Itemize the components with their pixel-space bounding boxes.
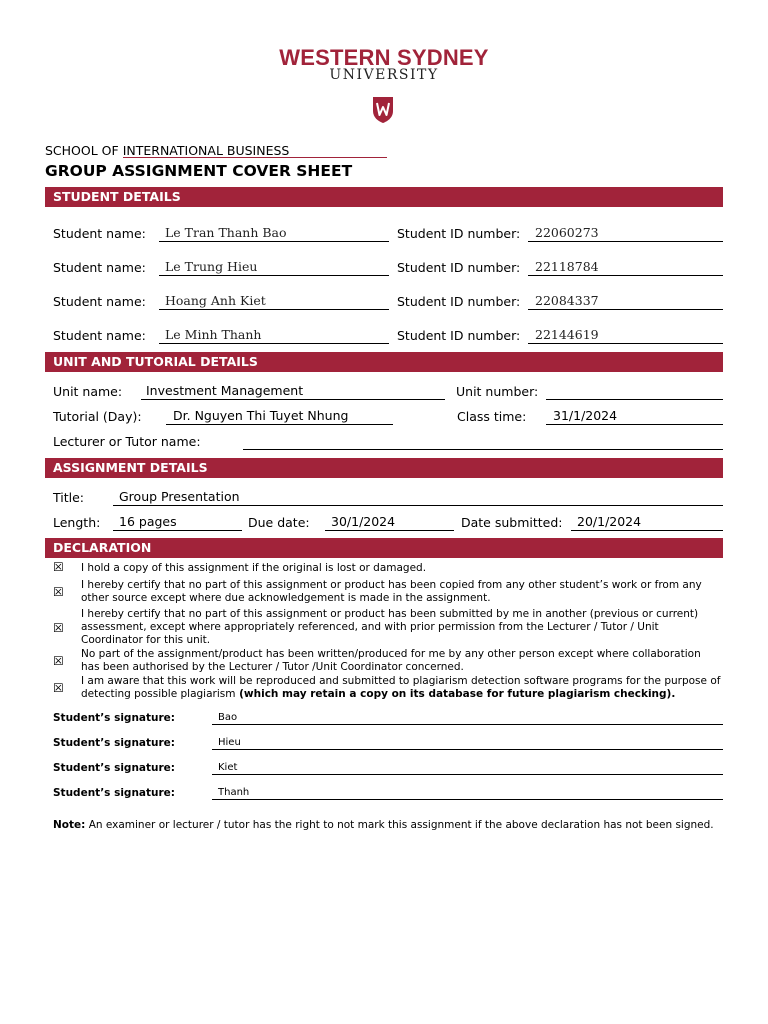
university-logo-subtitle: UNIVERSITY bbox=[329, 67, 439, 83]
student-name-field[interactable]: Le Tran Thanh Bao bbox=[159, 224, 389, 242]
declaration-line: assessment, except where appropriately referenced, and with prior permission from the Lecturer / Tutor / Unit bbox=[81, 621, 659, 633]
signature-field[interactable]: Kiet bbox=[212, 760, 723, 775]
note-body: An examiner or lecturer / tutor has the right to not mark this assignment if the above declaration has not been signed. bbox=[88, 819, 714, 831]
student-id-field[interactable]: 22060273 bbox=[528, 224, 723, 242]
signature-label: Student’s signature: bbox=[53, 737, 176, 749]
due-date-label: Due date: bbox=[248, 515, 310, 530]
tutorial-label: Tutorial (Day): bbox=[53, 409, 142, 424]
unit-name-label: Unit name: bbox=[53, 384, 123, 399]
school-name: INTERNATIONAL BUSINESS bbox=[122, 143, 290, 158]
student-details-heading: STUDENT DETAILS bbox=[45, 187, 723, 207]
lecturer-field[interactable] bbox=[243, 432, 723, 450]
signature-field[interactable]: Hieu bbox=[212, 735, 723, 750]
declaration-line: I hereby certify that no part of this assignment or product has been copied from any other student’s work or from any bbox=[81, 579, 702, 591]
declaration-item bbox=[81, 648, 721, 674]
unit-name-field[interactable]: Investment Management bbox=[141, 382, 445, 400]
declaration-line: I am aware that this work will be reproduced and submitted to plagiarism detection software programs for the purpose of bbox=[81, 675, 721, 687]
declaration-line: detecting possible plagiarism bbox=[81, 688, 236, 700]
note-label: Note: bbox=[53, 819, 86, 831]
declaration-line: I hold a copy of this assignment if the original is lost or damaged. bbox=[81, 562, 427, 574]
signature-field[interactable]: Thanh bbox=[212, 785, 723, 800]
unit-number-field[interactable] bbox=[546, 382, 723, 400]
school-line-text bbox=[45, 143, 289, 158]
signature-label: Student’s signature: bbox=[53, 787, 176, 799]
signature-label: Student’s signature: bbox=[53, 712, 176, 724]
student-name-label: Student name: bbox=[53, 226, 146, 241]
declaration-item bbox=[81, 675, 721, 701]
declaration-checkbox[interactable]: ☒ bbox=[53, 654, 64, 668]
declaration-item bbox=[81, 562, 721, 575]
student-id-field[interactable]: 22144619 bbox=[528, 326, 723, 344]
declaration-checkbox[interactable]: ☒ bbox=[53, 585, 64, 599]
student-name-label: Student name: bbox=[53, 328, 146, 343]
lecturer-label: Lecturer or Tutor name: bbox=[53, 434, 201, 449]
note-text bbox=[53, 819, 714, 831]
length-label: Length: bbox=[53, 515, 101, 530]
school-underline bbox=[123, 157, 387, 158]
declaration-bold-note: (which may retain a copy on its database for future plagiarism checking). bbox=[235, 688, 676, 700]
signature-label: Student’s signature: bbox=[53, 762, 176, 774]
due-date-field[interactable]: 30/1/2024 bbox=[325, 513, 454, 531]
student-id-label: Student ID number: bbox=[397, 260, 521, 275]
title-field[interactable]: Group Presentation bbox=[113, 488, 723, 506]
student-name-field[interactable]: Le Minh Thanh bbox=[159, 326, 389, 344]
student-id-field[interactable]: 22084337 bbox=[528, 292, 723, 310]
declaration-line: I hereby certify that no part of this assignment or product has been submitted by me in another (previous or current) bbox=[81, 608, 699, 620]
date-submitted-label: Date submitted: bbox=[461, 515, 563, 530]
class-time-label: Class time: bbox=[457, 409, 527, 424]
declaration-checkbox[interactable]: ☒ bbox=[53, 681, 64, 695]
declaration-line: other source except where due acknowledgement is made in the assignment. bbox=[81, 592, 491, 604]
page-title: GROUP ASSIGNMENT COVER SHEET bbox=[45, 162, 353, 180]
class-time-field[interactable]: 31/1/2024 bbox=[546, 407, 723, 425]
student-name-label: Student name: bbox=[53, 294, 146, 309]
school-prefix: SCHOOL OF bbox=[45, 143, 119, 158]
declaration-checkbox[interactable]: ☒ bbox=[53, 560, 64, 574]
declaration-line: No part of the assignment/product has been written/produced for me by any other person except where collaboration bbox=[81, 648, 701, 660]
declaration-line: has been authorised by the Lecturer / Tutor /Unit Coordinator concerned. bbox=[81, 661, 464, 673]
declaration-heading: DECLARATION bbox=[45, 538, 723, 558]
date-submitted-field[interactable]: 20/1/2024 bbox=[571, 513, 723, 531]
student-id-label: Student ID number: bbox=[397, 328, 521, 343]
declaration-line: Coordinator for this unit. bbox=[81, 634, 211, 646]
length-field[interactable]: 16 pages bbox=[113, 513, 242, 531]
student-id-label: Student ID number: bbox=[397, 226, 521, 241]
student-id-label: Student ID number: bbox=[397, 294, 521, 309]
unit-details-heading: UNIT AND TUTORIAL DETAILS bbox=[45, 352, 723, 372]
tutorial-field[interactable]: Dr. Nguyen Thi Tuyet Nhung bbox=[166, 407, 393, 425]
declaration-item bbox=[81, 608, 721, 647]
signature-field[interactable]: Bao bbox=[212, 710, 723, 725]
university-logo-title: WESTERN SYDNEY bbox=[279, 45, 489, 70]
title-label: Title: bbox=[53, 490, 84, 505]
student-id-field[interactable]: 22118784 bbox=[528, 258, 723, 276]
student-name-field[interactable]: Le Trung Hieu bbox=[159, 258, 389, 276]
declaration-item bbox=[81, 579, 721, 605]
declaration-checkbox[interactable]: ☒ bbox=[53, 621, 64, 635]
student-name-label: Student name: bbox=[53, 260, 146, 275]
university-shield-icon bbox=[372, 96, 394, 124]
assignment-details-heading: ASSIGNMENT DETAILS bbox=[45, 458, 723, 478]
student-name-field[interactable]: Hoang Anh Kiet bbox=[159, 292, 389, 310]
unit-number-label: Unit number: bbox=[456, 384, 539, 399]
